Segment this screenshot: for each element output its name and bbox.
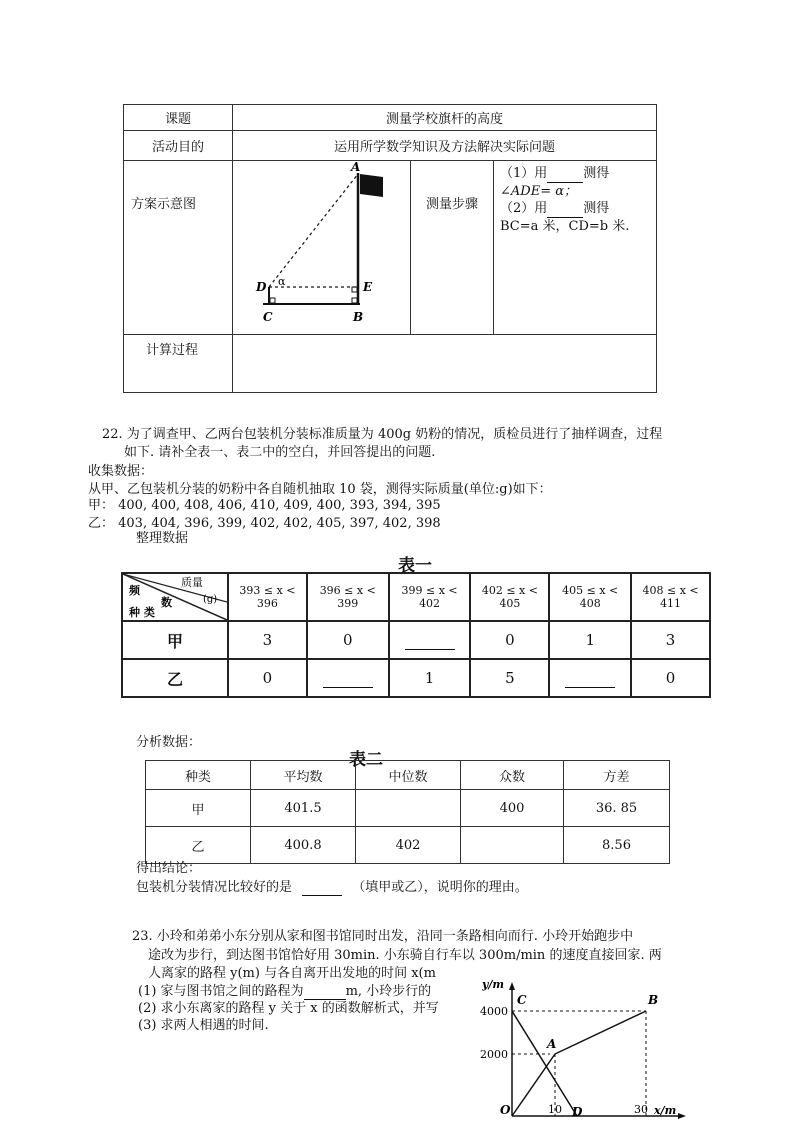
- q23-line3: 人离家的路程 y(m) 与各自离开出发地的时间 x(m: [148, 966, 436, 981]
- purpose-label: 活动目的: [124, 131, 233, 161]
- answer-suffix: （填甲或乙），说明你的理由。: [352, 880, 528, 895]
- cell-yi-2-blank: [307, 659, 389, 697]
- step1-suffix: 测得: [583, 166, 610, 181]
- step1-prefix: （1）用: [500, 166, 548, 181]
- q22-answer-line: [136, 876, 528, 896]
- t2-jia-kind: 甲: [146, 790, 251, 827]
- cell-yi-4: 5: [470, 659, 549, 697]
- flagpole-diagram: [233, 161, 410, 333]
- flag-shape: [360, 174, 383, 197]
- origin-label: O: [500, 1103, 511, 1117]
- answer-prefix: 包装机分装情况比较好的是: [136, 880, 293, 895]
- cell-jia-5: 1: [549, 621, 631, 659]
- y-axis-label: y/m: [482, 978, 505, 991]
- corner-freq: 频: [129, 584, 140, 597]
- label-c: C: [263, 310, 273, 324]
- corner-quality: 质量: [181, 576, 203, 589]
- purpose-value: 运用所学数学知识及方法解决实际问题: [233, 131, 657, 161]
- stats-table: [145, 760, 670, 864]
- plan-table: [123, 104, 657, 393]
- cell-jia-1: 3: [228, 621, 307, 659]
- point-c-label: C: [517, 993, 527, 1007]
- sight-line: [269, 174, 358, 287]
- cell-jia-3-blank: [389, 621, 471, 659]
- step1-angle: ∠ADE= α；: [500, 184, 577, 199]
- table1-title: 表一: [398, 556, 432, 576]
- range-4: 402 ≤ x < 405: [470, 573, 549, 621]
- corner-unit: (g): [203, 594, 218, 605]
- point-a-label: A: [547, 1037, 557, 1051]
- y-axis-arrow: [509, 982, 515, 990]
- q22-conclude: 得出结论：: [136, 861, 202, 876]
- xiaoling-walk-line: [555, 1011, 646, 1054]
- t2-header-mean: 平均数: [251, 761, 356, 790]
- right-angle-e: [352, 287, 357, 292]
- point-d-label: D: [572, 1105, 583, 1119]
- t2-jia-median: [356, 790, 461, 827]
- cell-yi-1: 0: [228, 659, 307, 697]
- topic-value: 测量学校旗杆的高度: [233, 105, 657, 131]
- row-yi-name: 乙: [122, 659, 228, 697]
- calc-cell: [233, 335, 657, 393]
- q23-line1: 23. 小玲和弟弟小东分别从家和图书馆同时出发，沿同一条路相向而行. 小玲开始跑步中: [132, 929, 634, 944]
- step2-values: BC=a 米，CD=b 米.: [500, 219, 630, 234]
- corner-cell: [122, 573, 228, 621]
- tick-30: 30: [634, 1103, 648, 1116]
- x-axis-label: x/m: [654, 1104, 677, 1117]
- q22-desc: 从甲、乙包装机分装的奶粉中各自随机抽取 10 袋，测得实际质量(单位:g)如下：: [88, 482, 552, 497]
- q23-part3: (3) 求两人相遇的时间.: [138, 1018, 269, 1033]
- label-a: A: [351, 161, 361, 174]
- steps-cell: [494, 161, 657, 335]
- frequency-table: [121, 572, 711, 698]
- label-b: B: [353, 310, 364, 324]
- q22-analyze: 分析数据：: [136, 735, 202, 750]
- q23-part2: (2) 求小东离家的路程 y 关于 x 的函数解析式，并写: [138, 1001, 439, 1016]
- t2-jia-variance: 36. 85: [564, 790, 670, 827]
- t2-header-mode: 众数: [461, 761, 564, 790]
- row-jia-name: 甲: [122, 621, 228, 659]
- right-angle-c: [270, 298, 275, 303]
- part1-suffix: m, 小玲步行的: [345, 984, 432, 999]
- cell-yi-5-blank: [549, 659, 631, 697]
- table2-title: 表二: [349, 750, 383, 770]
- range-3: 399 ≤ x < 402: [389, 573, 471, 621]
- range-5: 405 ≤ x < 408: [549, 573, 631, 621]
- label-d: D: [256, 280, 267, 294]
- t2-yi-variance: 8.56: [564, 827, 670, 864]
- corner-diagonals: [123, 574, 227, 620]
- part1-prefix: (1) 家与图书馆之间的路程为: [138, 984, 304, 999]
- t2-yi-kind: 乙: [146, 827, 251, 864]
- q23-line2: 途改为步行，到达图书馆恰好用 30min. 小东骑自行车以 300m/min 的速度直接回家. 两: [148, 948, 662, 963]
- t2-header-median: 中位数: [356, 761, 461, 790]
- q22-line1: 22. 为了调查甲、乙两台包装机分装标准质量为 400g 奶粉的情况，质检员进行了抽样调查，过程: [102, 427, 663, 442]
- t2-yi-median: 402: [356, 827, 461, 864]
- t2-header-variance: 方差: [564, 761, 670, 790]
- steps-label: 测量步骤: [411, 161, 494, 335]
- corner-shu: 数: [161, 596, 172, 609]
- range-1: 393 ≤ x < 396: [228, 573, 307, 621]
- q22-yi-data: 乙： 403, 404, 396, 399, 402, 402, 405, 397, 402, 398: [88, 516, 441, 531]
- x-axis-arrow: [678, 1113, 686, 1119]
- distance-time-graph: [468, 976, 688, 1126]
- cell-yi-6: 0: [631, 659, 710, 697]
- right-angle-b: [352, 298, 357, 303]
- cell-jia-2: 0: [307, 621, 389, 659]
- topic-label: 课题: [124, 105, 233, 131]
- xiaodong-line: [512, 1011, 577, 1116]
- range-6: 408 ≤ x < 411: [631, 573, 710, 621]
- q22-jia-data: 甲： 400, 400, 408, 406, 410, 409, 400, 393, 394, 395: [88, 498, 441, 513]
- t2-yi-mode: [461, 827, 564, 864]
- step2-suffix: 测得: [583, 201, 610, 216]
- answer-blank: [302, 880, 342, 896]
- step1-blank: [547, 165, 583, 183]
- tick-2000: 2000: [480, 1048, 508, 1061]
- t2-yi-mean: 400.8: [251, 827, 356, 864]
- range-2: 396 ≤ x < 399: [307, 573, 389, 621]
- step2-blank: [547, 200, 583, 218]
- q22-collect: 收集数据：: [88, 464, 154, 479]
- q22-organize: 整理数据: [136, 531, 189, 546]
- t2-jia-mode: 400: [461, 790, 564, 827]
- step2-prefix: （2）用: [500, 201, 548, 216]
- tick-4000: 4000: [480, 1005, 508, 1018]
- diagram-cell: [233, 161, 411, 335]
- label-e: E: [363, 280, 373, 294]
- corner-kind: 种 类: [129, 606, 155, 619]
- cell-jia-4: 0: [470, 621, 549, 659]
- calc-label: 计算过程: [124, 335, 233, 393]
- q22-line2: 如下. 请补全表一、表二中的空白，并回答提出的问题.: [124, 445, 436, 460]
- t2-header-kind: 种类: [146, 761, 251, 790]
- point-b-label: B: [648, 993, 659, 1007]
- label-alpha: α: [278, 275, 286, 288]
- tick-10: 10: [548, 1103, 562, 1116]
- t2-jia-mean: 401.5: [251, 790, 356, 827]
- cell-jia-6: 3: [631, 621, 710, 659]
- cell-yi-3: 1: [389, 659, 471, 697]
- diagram-label: 方案示意图: [124, 161, 233, 335]
